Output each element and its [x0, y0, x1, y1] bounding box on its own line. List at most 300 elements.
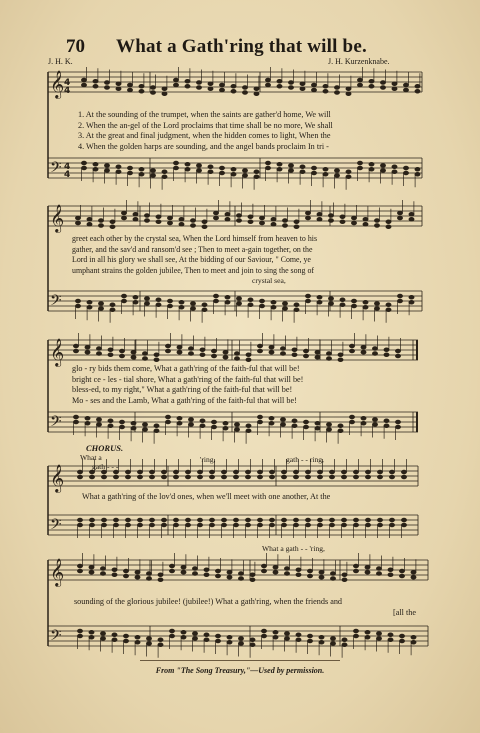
note-head	[250, 573, 255, 577]
note-head	[127, 171, 132, 175]
note-head	[204, 633, 209, 637]
hymn-title: What a Gath'ring that will be.	[116, 36, 367, 57]
note-head	[293, 475, 298, 479]
note-head	[277, 162, 282, 166]
note-head	[146, 577, 151, 581]
note-head	[273, 630, 278, 634]
note-head	[303, 354, 308, 358]
note-head	[254, 175, 259, 179]
note-head	[257, 349, 262, 353]
note-head	[185, 518, 190, 522]
note-head	[169, 629, 174, 633]
note-head	[146, 642, 151, 646]
note-head	[415, 167, 420, 171]
note-head	[296, 573, 301, 577]
note-head	[307, 639, 312, 643]
lyric-line: gather, and the sav'd and ransom'd see ; Then to meet a-gain together, on the	[72, 244, 313, 254]
note-head	[225, 295, 230, 299]
note-head	[386, 220, 391, 224]
note-head	[208, 87, 213, 91]
note-head	[415, 84, 420, 88]
note-head	[386, 303, 391, 307]
note-head	[73, 420, 78, 424]
note-head	[363, 217, 368, 221]
note-head	[292, 419, 297, 423]
svg-text:4: 4	[64, 78, 71, 88]
note-head	[89, 475, 94, 479]
svg-text:4: 4	[64, 86, 71, 96]
note-head	[150, 86, 155, 90]
note-head	[351, 216, 356, 220]
note-head	[384, 348, 389, 352]
note-head	[307, 574, 312, 578]
note-head	[319, 635, 324, 639]
note-head	[303, 349, 308, 353]
note-head	[401, 518, 406, 522]
note-head	[89, 630, 94, 634]
note-head	[250, 643, 255, 647]
note-head	[282, 302, 287, 306]
note-head	[280, 423, 285, 427]
note-head	[227, 635, 232, 639]
note-head	[330, 642, 335, 646]
note-head	[357, 78, 362, 82]
note-head	[386, 308, 391, 312]
note-head	[374, 219, 379, 223]
note-head	[323, 89, 328, 93]
note-head	[273, 565, 278, 569]
note-head	[392, 170, 397, 174]
lyric-line: glo - ry bids them come, What a gath'ring of the faith-ful that will be!	[72, 364, 300, 373]
note-head	[392, 165, 397, 169]
note-head	[238, 572, 243, 576]
note-head	[388, 573, 393, 577]
note-head	[380, 86, 385, 90]
note-head	[213, 294, 218, 298]
note-head	[265, 78, 270, 82]
note-head	[142, 352, 147, 356]
note-head	[259, 304, 264, 308]
note-head	[326, 423, 331, 427]
svg-text:4: 4	[64, 170, 71, 180]
note-head	[282, 224, 287, 228]
note-head	[293, 470, 298, 474]
note-head	[259, 221, 264, 225]
note-head	[271, 305, 276, 309]
note-head	[365, 475, 370, 479]
note-head	[101, 518, 106, 522]
note-head	[395, 354, 400, 358]
note-head	[340, 220, 345, 224]
note-head	[365, 518, 370, 522]
note-head	[415, 89, 420, 93]
note-head	[329, 475, 334, 479]
note-head	[409, 300, 414, 304]
note-head	[365, 523, 370, 527]
note-head	[181, 635, 186, 639]
note-head	[271, 222, 276, 226]
note-head	[87, 217, 92, 221]
note-head	[127, 83, 132, 87]
note-head	[223, 355, 228, 359]
note-head	[156, 298, 161, 302]
note-head	[346, 170, 351, 174]
note-head	[234, 428, 239, 432]
note-head	[245, 518, 250, 522]
note-head	[397, 299, 402, 303]
note-head	[328, 219, 333, 223]
note-head	[338, 424, 343, 428]
note-head	[211, 420, 216, 424]
note-head	[173, 83, 178, 87]
note-head	[353, 634, 358, 638]
note-head	[154, 358, 159, 362]
note-head	[135, 640, 140, 644]
treble-clef-icon: 𝄞	[50, 204, 65, 232]
note-head	[415, 172, 420, 176]
note-head	[173, 161, 178, 165]
note-head	[161, 475, 166, 479]
note-head	[167, 299, 172, 303]
note-head	[139, 167, 144, 171]
note-head	[329, 523, 334, 527]
note-head	[319, 575, 324, 579]
note-head	[146, 637, 151, 641]
note-head	[265, 166, 270, 170]
note-head	[104, 86, 109, 90]
note-head	[236, 214, 241, 218]
note-head	[219, 171, 224, 175]
note-head	[100, 572, 105, 576]
note-head	[98, 219, 103, 223]
note-head	[403, 171, 408, 175]
note-head	[341, 475, 346, 479]
note-head	[89, 518, 94, 522]
note-head	[75, 299, 80, 303]
note-head	[234, 423, 239, 427]
note-head	[215, 574, 220, 578]
note-head	[238, 642, 243, 646]
note-head	[392, 82, 397, 86]
note-head	[223, 421, 228, 425]
note-head	[77, 629, 82, 633]
note-head	[169, 634, 174, 638]
note-head	[395, 349, 400, 353]
note-head	[215, 569, 220, 573]
note-head	[73, 415, 78, 419]
note-head	[225, 217, 230, 221]
note-head	[231, 89, 236, 93]
note-head	[139, 89, 144, 93]
note-head	[77, 470, 82, 474]
note-head	[179, 300, 184, 304]
note-head	[389, 470, 394, 474]
note-head	[185, 523, 190, 527]
note-head	[377, 518, 382, 522]
bass-clef-icon: 𝄢	[50, 516, 62, 537]
note-head	[397, 211, 402, 215]
note-head	[288, 169, 293, 173]
note-head	[346, 175, 351, 179]
note-head	[292, 353, 297, 357]
note-head	[236, 297, 241, 301]
note-head	[119, 349, 124, 353]
note-head	[399, 639, 404, 643]
note-head	[334, 86, 339, 90]
lyric-line: umphant strains the golden jubilee, Then to meet and join to sing the song of	[72, 265, 315, 275]
chorus-cue: gath - - ring,	[286, 455, 324, 464]
treble-clef-icon: 𝄞	[50, 338, 65, 366]
note-head	[319, 570, 324, 574]
note-head	[365, 630, 370, 634]
note-head	[288, 81, 293, 85]
note-head	[179, 305, 184, 309]
note-head	[269, 345, 274, 349]
note-head	[125, 523, 130, 527]
note-head	[93, 84, 98, 88]
note-head	[200, 419, 205, 423]
note-head	[190, 302, 195, 306]
note-head	[100, 632, 105, 636]
note-head	[227, 570, 232, 574]
note-head	[173, 78, 178, 82]
note-head	[280, 418, 285, 422]
note-head	[294, 225, 299, 229]
note-head	[411, 635, 416, 639]
note-head	[121, 299, 126, 303]
note-head	[293, 523, 298, 527]
note-head	[411, 575, 416, 579]
note-head	[288, 164, 293, 168]
note-head	[233, 470, 238, 474]
note-head	[135, 575, 140, 579]
note-head	[349, 415, 354, 419]
note-head	[179, 222, 184, 226]
note-head	[384, 353, 389, 357]
note-head	[242, 174, 247, 178]
note-head	[300, 87, 305, 91]
footer-divider	[140, 660, 340, 661]
note-head	[349, 420, 354, 424]
note-head	[73, 344, 78, 348]
note-head	[284, 567, 289, 571]
note-head	[204, 568, 209, 572]
note-head	[372, 352, 377, 356]
note-head	[96, 418, 101, 422]
note-head	[271, 300, 276, 304]
note-head	[89, 565, 94, 569]
note-head	[96, 423, 101, 427]
note-head	[177, 421, 182, 425]
note-head	[116, 165, 121, 169]
note-head	[89, 523, 94, 527]
note-head	[119, 420, 124, 424]
note-head	[185, 162, 190, 166]
note-head	[167, 216, 172, 220]
note-head	[346, 92, 351, 96]
note-head	[305, 216, 310, 220]
note-head	[150, 169, 155, 173]
note-head	[81, 78, 86, 82]
note-head	[303, 420, 308, 424]
note-head	[361, 345, 366, 349]
note-head	[315, 426, 320, 430]
lyricist-credit: J. H. K.	[48, 57, 73, 66]
note-head	[334, 91, 339, 95]
note-head	[388, 633, 393, 637]
note-head	[261, 629, 266, 633]
note-head	[280, 347, 285, 351]
note-head	[334, 174, 339, 178]
note-head	[242, 169, 247, 173]
note-head	[317, 217, 322, 221]
note-head	[135, 570, 140, 574]
note-head	[87, 305, 92, 309]
bass-clef-icon: 𝄢	[50, 627, 62, 648]
note-head	[257, 470, 262, 474]
note-head	[209, 470, 214, 474]
note-head	[353, 470, 358, 474]
note-head	[248, 298, 253, 302]
note-head	[363, 305, 368, 309]
note-head	[361, 421, 366, 425]
note-head	[77, 475, 82, 479]
note-head	[257, 415, 262, 419]
note-head	[208, 170, 213, 174]
note-head	[403, 83, 408, 87]
note-head	[388, 568, 393, 572]
note-head	[323, 172, 328, 176]
note-head	[365, 570, 370, 574]
note-head	[234, 352, 239, 356]
note-head	[101, 475, 106, 479]
note-head	[305, 523, 310, 527]
lyric-line: 4. When the golden harps are sounding, and the angel bands proclaim In tri -	[78, 141, 329, 151]
note-head	[185, 470, 190, 474]
note-head	[158, 573, 163, 577]
note-head	[349, 349, 354, 353]
note-head	[311, 83, 316, 87]
note-head	[397, 294, 402, 298]
treble-clef-icon: 𝄞	[50, 464, 65, 492]
note-head	[185, 79, 190, 83]
note-head	[127, 166, 132, 170]
note-head	[399, 634, 404, 638]
note-head	[246, 358, 251, 362]
note-head	[156, 220, 161, 224]
note-head	[389, 518, 394, 522]
note-head	[346, 87, 351, 91]
note-head	[376, 632, 381, 636]
note-head	[81, 161, 86, 165]
note-head	[173, 166, 178, 170]
treble-clef-icon: 𝄞	[50, 70, 65, 98]
note-head	[158, 643, 163, 647]
note-head	[110, 303, 115, 307]
note-head	[108, 348, 113, 352]
note-head	[215, 639, 220, 643]
note-head	[273, 635, 278, 639]
note-head	[271, 217, 276, 221]
note-head	[326, 357, 331, 361]
note-head	[323, 84, 328, 88]
note-head	[300, 82, 305, 86]
note-head	[261, 564, 266, 568]
note-head	[123, 574, 128, 578]
note-head	[254, 87, 259, 91]
note-head	[123, 634, 128, 638]
note-head	[89, 635, 94, 639]
note-head	[133, 295, 138, 299]
note-head	[401, 470, 406, 474]
note-head	[340, 303, 345, 307]
note-head	[338, 429, 343, 433]
note-head	[234, 357, 239, 361]
note-head	[248, 215, 253, 219]
note-head	[341, 518, 346, 522]
note-head	[257, 420, 262, 424]
note-head	[259, 299, 264, 303]
note-head	[112, 633, 117, 637]
note-head	[197, 523, 202, 527]
note-head	[233, 475, 238, 479]
note-head	[372, 423, 377, 427]
lyric-line: greet each other by the crystal sea, When the Lord himself from heaven to his	[72, 234, 318, 243]
note-head	[108, 353, 113, 357]
note-head	[112, 573, 117, 577]
note-head	[392, 87, 397, 91]
note-head	[223, 350, 228, 354]
chorus-lyric-continuation: [all the	[393, 608, 416, 617]
note-head	[374, 307, 379, 311]
chorus-lyric-line-1: What a gath'ring of the lov'd ones, when we'll meet with one another, At the	[82, 492, 331, 501]
note-head	[330, 572, 335, 576]
note-head	[181, 565, 186, 569]
note-head	[87, 222, 92, 226]
note-head	[353, 518, 358, 522]
note-head	[293, 518, 298, 522]
note-head	[85, 350, 90, 354]
note-head	[284, 572, 289, 576]
svg-text:4: 4	[64, 162, 71, 172]
note-head	[357, 166, 362, 170]
note-head	[137, 523, 142, 527]
note-head	[374, 302, 379, 306]
note-head	[156, 303, 161, 307]
note-head	[156, 215, 161, 219]
note-head	[221, 475, 226, 479]
note-head	[85, 345, 90, 349]
note-head	[162, 175, 167, 179]
note-head	[411, 570, 416, 574]
note-head	[110, 225, 115, 229]
note-head	[257, 518, 262, 522]
note-head	[133, 300, 138, 304]
verse-lyrics-block-2	[72, 234, 317, 276]
note-head	[87, 300, 92, 304]
note-head	[377, 523, 382, 527]
note-head	[98, 302, 103, 306]
note-head	[119, 425, 124, 429]
lyric-line: Lord in all his glory we shall see, At the bidding of our Saviour, " Come, ye	[72, 255, 311, 265]
chorus-cue: 'ring,	[200, 455, 216, 464]
note-head	[236, 302, 241, 306]
page-number: 70	[66, 36, 85, 57]
note-head	[197, 518, 202, 522]
note-head	[296, 638, 301, 642]
note-head	[202, 220, 207, 224]
note-head	[330, 637, 335, 641]
